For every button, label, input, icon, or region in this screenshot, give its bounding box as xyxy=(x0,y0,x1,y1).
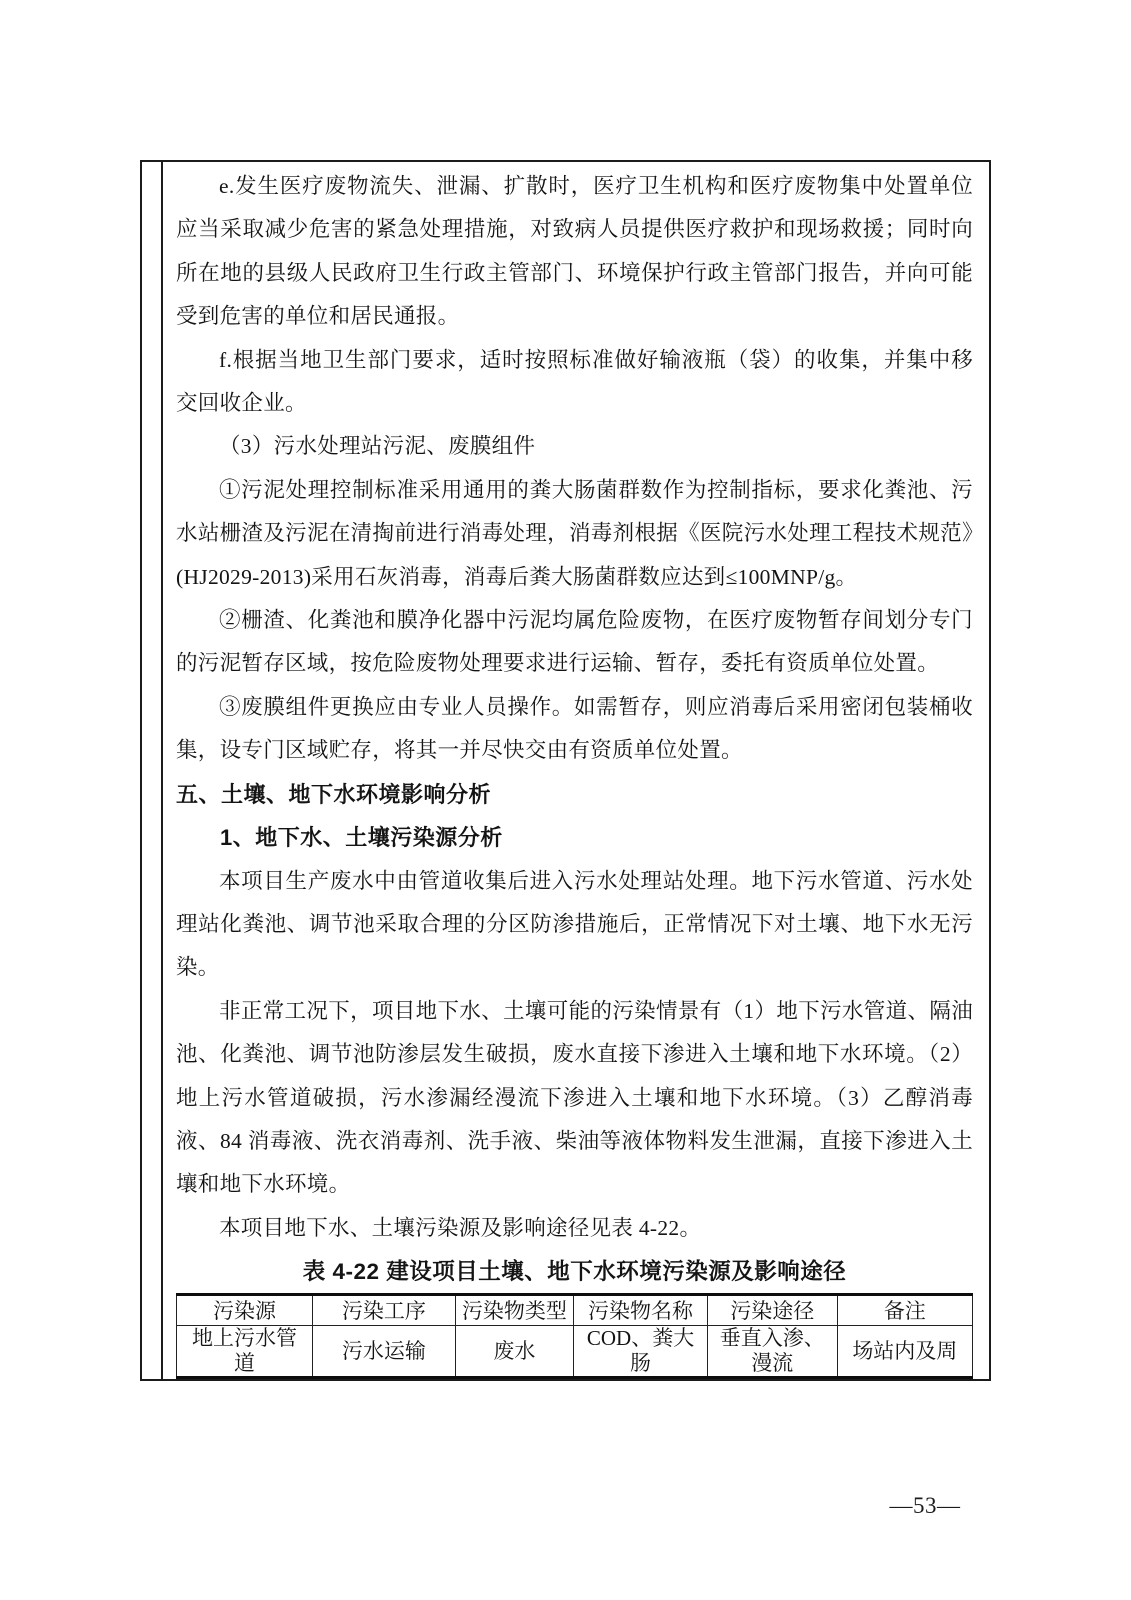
table-row xyxy=(177,1326,973,1379)
section-heading: 五、土壤、地下水环境影响分析 xyxy=(176,781,492,807)
page-number: —53— xyxy=(889,1493,961,1518)
table-caption: 表 4-22 建设项目土壤、地下水环境污染源及影响途径 xyxy=(302,1259,847,1285)
frame-gutter xyxy=(142,162,163,1379)
table-header-cell: 污染工序 xyxy=(313,1295,455,1326)
table-cell: 地上污水管道 xyxy=(177,1326,313,1379)
paragraph: 本项目生产废水中由管道收集后进入污水处理站处理。地下污水管道、污水处理站化粪池、调节池采取合理的分区防渗措施后，正常情况下对土壤、地下水无污染。 xyxy=(176,868,973,980)
paragraph: ①污泥处理控制标准采用通用的粪大肠菌群数作为控制指标，要求化粪池、污水站栅渣及污泥在清掏前进行消毒处理，消毒剂根据《医院污水处理工程技术规范》(HJ2029-2013)采用石灰消毒，消毒后粪大肠菌群数应达到≤100MNP/g。 xyxy=(176,477,973,589)
table-header-row xyxy=(177,1295,973,1326)
pollution-sources-table xyxy=(176,1293,973,1379)
paragraph: ③废膜组件更换应由专业人员操作。如需暂存，则应消毒后采用密闭包装桶收集，设专门区域贮存，将其一并尽快交由有资质单位处置。 xyxy=(176,694,973,763)
table-cell: 场站内及周 xyxy=(837,1326,972,1379)
paragraph: e.发生医疗废物流失、泄漏、扩散时，医疗卫生机构和医疗废物集中处置单位应当采取减少危害的紧急处理措施，对致病人员提供医疗救护和现场救援；同时向所在地的县级人民政府卫生行政主管部门、环境保护行政主管部门报告，并向可能受到危害的单位和居民通报。 xyxy=(176,174,973,329)
paragraph: 非正常工况下，项目地下水、土壤可能的污染情景有（1）地下污水管道、隔油池、化粪池、调节池防渗层发生破损，废水直接下渗进入土壤和地下水环境。（2）地上污水管道破损，污水渗漏经漫流下渗进入土壤和地下水环境。（3）乙醇消毒液、84 消毒液、洗衣消毒剂、洗手液、柴油等液体物料发生泄漏，直接下渗进入土壤和地下水环境。 xyxy=(176,998,973,1197)
table-header-cell: 污染源 xyxy=(177,1295,313,1326)
content-frame xyxy=(140,160,991,1381)
table-cell: COD、粪大肠 xyxy=(574,1326,708,1379)
table-header-cell: 污染物名称 xyxy=(574,1295,708,1326)
paragraph: f.根据当地卫生部门要求，适时按照标准做好输液瓶（袋）的收集，并集中移交回收企业。 xyxy=(176,347,973,416)
paragraph: ②栅渣、化粪池和膜净化器中污泥均属危险废物，在医疗废物暂存间划分专门的污泥暂存区域，按危险废物处理要求进行运输、暂存，委托有资质单位处置。 xyxy=(176,608,973,676)
paragraph: （3）污水处理站污泥、废膜组件 xyxy=(219,434,536,459)
subsection-heading: 1、地下水、土壤污染源分析 xyxy=(220,825,503,851)
table-cell: 污水运输 xyxy=(313,1326,455,1379)
table-cell: 垂直入渗、漫流 xyxy=(707,1326,837,1379)
table-header-cell: 备注 xyxy=(837,1295,972,1326)
paragraph: 本项目地下水、土壤污染源及影响途径见表 4-22。 xyxy=(219,1215,702,1240)
content-area xyxy=(165,162,989,1379)
table-header-cell: 污染途径 xyxy=(707,1295,837,1326)
table-cell: 废水 xyxy=(455,1326,574,1379)
table-header-cell: 污染物类型 xyxy=(455,1295,574,1326)
